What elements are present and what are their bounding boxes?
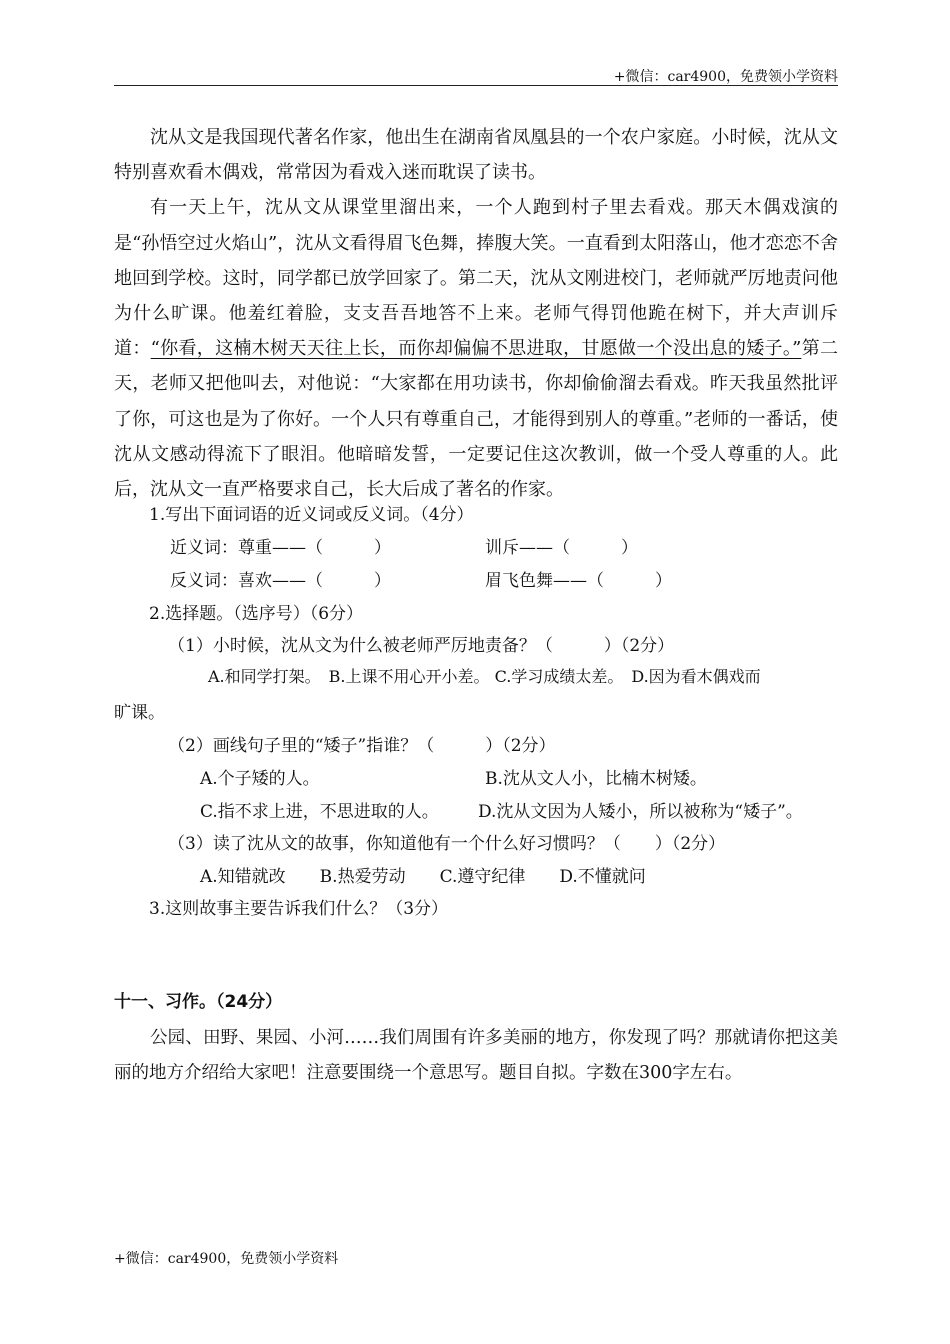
question-2-3-options: A.知错就改 B.热爱劳动 C.遵守纪律 D.不懂就问 xyxy=(200,867,646,887)
passage-text-before: 有一天上午，沈从文从课堂里溜出来，一个人跑到村子里去看戏。那天木偶戏演的是“孙悟空过火焰山”，沈从文看得眉飞色舞，捧腹大笑。一直看到太阳落山，他才恋恋不舍地回到学校。这时，同学都已放学回家了。第二天，沈从文刚进校门，老师就严厉地责问他为什么旷课。他羞红着脸，支支吾吾地答不上来。老师气得罚他跪在树下，并大声训斥道： xyxy=(114,197,838,360)
question-2-1-options-cont: 旷课。 xyxy=(114,703,165,723)
question-1-antonym-2: 眉飞色舞——（ ） xyxy=(485,571,672,591)
question-2-2-option-d: D.沈从文因为人矮小，所以被称为“矮子”。 xyxy=(478,802,803,822)
question-2-2-option-a: A.个子矮的人。 xyxy=(200,769,320,789)
question-2-1-options: A.和同学打架。 B.上课不用心开小差。 C.学习成绩太差。 D.因为看木偶戏而 xyxy=(208,667,761,686)
passage-paragraph-1: 沈从文是我国现代著名作家，他出生在湖南省凤凰县的一个农户家庭。小时候，沈从文特别喜欢看木偶戏，常常因为看戏入迷而耽误了读书。 xyxy=(114,127,838,184)
underlined-sentence: “你看，这楠木树天天往上长，而你却偏偏不思进取，甘愿做一个没出息的矮子。” xyxy=(150,338,802,360)
reading-passage xyxy=(114,120,838,507)
question-1-title: 1.写出下面词语的近义词或反义词。（4分） xyxy=(149,505,474,525)
question-2-title: 2.选择题。（选序号）（6分） xyxy=(149,604,364,624)
passage-paragraph-2 xyxy=(114,190,838,507)
question-1-synonym-2: 训斥——（ ） xyxy=(485,538,638,558)
question-3-title: 3.这则故事主要告诉我们什么？（3分） xyxy=(149,899,449,919)
question-1-synonym-1: 近义词：尊重——（ ） xyxy=(170,538,391,558)
header-divider xyxy=(114,85,838,86)
page-footer: +微信：car4900，免费领小学资料 xyxy=(114,1251,339,1267)
question-2-2-option-b: B.沈从文人小，比楠木树矮。 xyxy=(485,769,707,789)
question-1-antonym-1: 反义词：喜欢——（ ） xyxy=(170,571,391,591)
page-header: +微信：car4900，免费领小学资料 xyxy=(613,69,838,85)
question-2-2-option-c: C.指不求上进，不思进取的人。 xyxy=(200,802,439,822)
question-2-3-stem: （3）读了沈从文的故事，你知道他有一个什么好习惯吗？（ ）（2分） xyxy=(168,834,726,854)
question-2-2-stem: （2）画线句子里的“矮子”指谁？（ ）（2分） xyxy=(168,736,556,756)
question-2-1-stem: （1）小时候，沈从文为什么被老师严厉地责备？（ ）（2分） xyxy=(168,636,675,656)
writing-prompt: 公园、田野、果园、小河……我们周围有许多美丽的地方，你发现了吗？那就请你把这美丽的地方介绍给大家吧！注意要围绕一个意思写。题目自拟。字数在300字左右。 xyxy=(114,1028,838,1083)
section-11-title: 十一、习作。（24分） xyxy=(114,992,283,1012)
passage-text-after: 第二天，老师又把他叫去，对他说：“大家都在用功读书，你却偷偷溜去看戏。昨天我虽然批评了你，可这也是为了你好。一个人只有尊重自己，才能得到别人的尊重。”老师的一番话，使沈从文感动得流下了眼泪。他暗暗发誓，一定要记住这次教训，做一个受人尊重的人。此后，沈从文一直严格要求自己，长大后成了著名的作家。 xyxy=(114,338,839,501)
